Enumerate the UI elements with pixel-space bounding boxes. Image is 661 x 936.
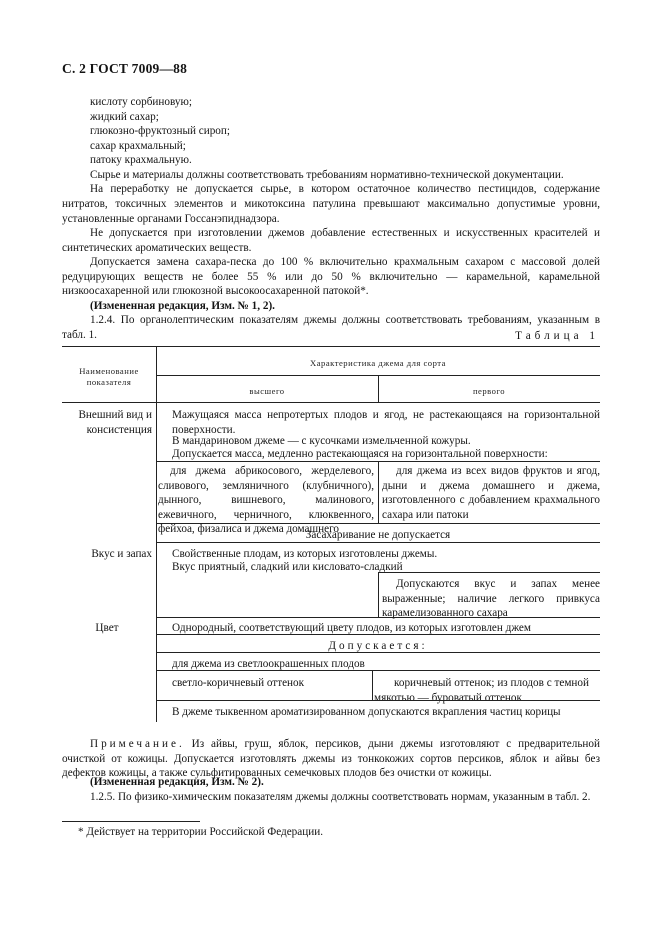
header-characteristic: Характеристика джема для сорта [310, 358, 446, 368]
color-allowed: Допускается: [328, 640, 428, 652]
paragraph: Сырье и материалы должны соответствовать требованиям нормативно-технической документации. [90, 168, 564, 181]
table-rule [62, 402, 600, 403]
table-rule [156, 523, 600, 524]
table-rule [378, 572, 379, 617]
list-item: патоку крахмальную. [90, 154, 192, 167]
list-item: сахар крахмальный; [90, 139, 186, 152]
page-header: С. 2 ГОСТ 7009—88 [62, 61, 188, 76]
footnote: * Действует на территории Российской Федерации. [78, 826, 324, 838]
table-rule [156, 542, 600, 543]
row-name-appearance: Внешний вид и консистенция [78, 409, 152, 436]
table-rule [378, 461, 379, 523]
paragraph: Допускается замена сахара-песка до 100 % включительно крахмальным сахаром с массовой долей редуцирующих веществ не более 55 % или до 50 % включительно — карамельной, карамельной низкоосахаренной или глюкозной высокоосахаренной патокой*. [62, 256, 600, 298]
paragraph: Не допускается при изготовлении джемов добавление естественных и искусственных красителей и синтетических ароматических веществ. [62, 227, 600, 254]
table-rule [156, 670, 600, 671]
appearance-first: для джема из всех видов фруктов и ягод, дыни и джема домашнего и джема, изготовленного с добавлением крахмального сахара или патоки [382, 465, 600, 521]
color-first: коричневый оттенок; из плодов с темной мякотью — буроватый оттенок [374, 677, 589, 704]
color-common-1: Однородный, соответствующий цвету плодов, из которых изготовлен джем [172, 622, 531, 634]
note-text: Из айвы, груш, яблок, персиков, дыни джемы изготовляют с предварительной очисткой от кожицы. Допускается изготовлять джемы из тонкокожих сортов персиков, яблок и айвы без дефектов кожицы, а также сульфитированных семечковых плодов без очистки от кожицы. [62, 738, 601, 780]
intro-text [62, 95, 600, 343]
table-rule [156, 634, 600, 635]
color-light-fruits: для джема из светлоокрашенных плодов [172, 658, 365, 670]
color-highest: светло-коричневый оттенок [172, 677, 305, 689]
table-rule [372, 670, 373, 700]
taste-common-1: Свойственные плодам, из которых изготовлены джемы. [172, 548, 438, 560]
table-1 [62, 346, 600, 722]
taste-first: Допускаются вкус и запах менее выраженные; наличие легкого привкуса карамелизованного сахара [382, 578, 600, 620]
taste-common-2: Вкус приятный, сладкий или кисловато-сладкий [172, 561, 403, 573]
color-pumpkin: В джеме тыквенном ароматизированном допускаются вкрапления частиц корицы [172, 706, 561, 718]
paragraph: 1.2.4. По органолептическим показателям джемы должны соответствовать требованиям, указанным в табл. 1. [62, 314, 600, 341]
appearance-common-3: Допускается масса, медленно растекающаяся на горизонтальной поверхности: [172, 448, 548, 460]
appearance-highest: для джема абрикосового, жерделевого, сливового, земляничного (клубничного), дынного, вишневого, малинового, ежевичного, черничного, клюквенного, фейхоа, физалиса и джема домашнего [158, 465, 374, 536]
paragraph: 1.2.5. По физико-химическим показателям джемы должны соответствовать нормам, указанным в табл. 2. [90, 790, 591, 803]
header-first: первого [472, 386, 506, 396]
appearance-common-1: Мажущаяся масса непротертых плодов и ягод, не растекающаяся на горизонтальной поверхности. [172, 409, 600, 436]
amendment-note: (Измененная редакция, Изм. № 1, 2). [90, 299, 275, 312]
table-rule [62, 346, 600, 347]
row-name-color: Цвет [95, 622, 119, 634]
list-item: жидкий сахар; [90, 110, 159, 123]
paragraph: На переработку не допускается сырье, в котором остаточное количество пестицидов, содержание нитратов, токсичных элементов и микотоксина патулина превышают максимально допустимые уровни, установленные органами Госсанэпиднадзора. [62, 183, 600, 225]
note-label: Примечание. [90, 738, 185, 750]
table-rule [378, 572, 600, 573]
row-name-taste: Вкус и запах [91, 548, 152, 560]
list-item: кислоту сорбиновую; [90, 96, 192, 108]
appearance-common-4: Засахаривание не допускается [305, 529, 451, 541]
list-item: глюкозно-фруктозный сироп; [90, 125, 231, 138]
table-rule [156, 617, 600, 618]
table-caption: Таблица 1 [515, 330, 599, 342]
table-rule [156, 652, 600, 653]
closing-text [62, 775, 600, 804]
footnote-rule [62, 821, 200, 822]
amendment-note: (Измененная редакция, Изм. № 2). [90, 776, 264, 788]
appearance-common-2: В мандариновом джеме — с кусочками измельченной кожуры. [172, 435, 471, 447]
header-indicator: Наименование показателя [79, 366, 139, 387]
header-highest: высшего [249, 386, 285, 396]
table-rule [156, 700, 600, 701]
